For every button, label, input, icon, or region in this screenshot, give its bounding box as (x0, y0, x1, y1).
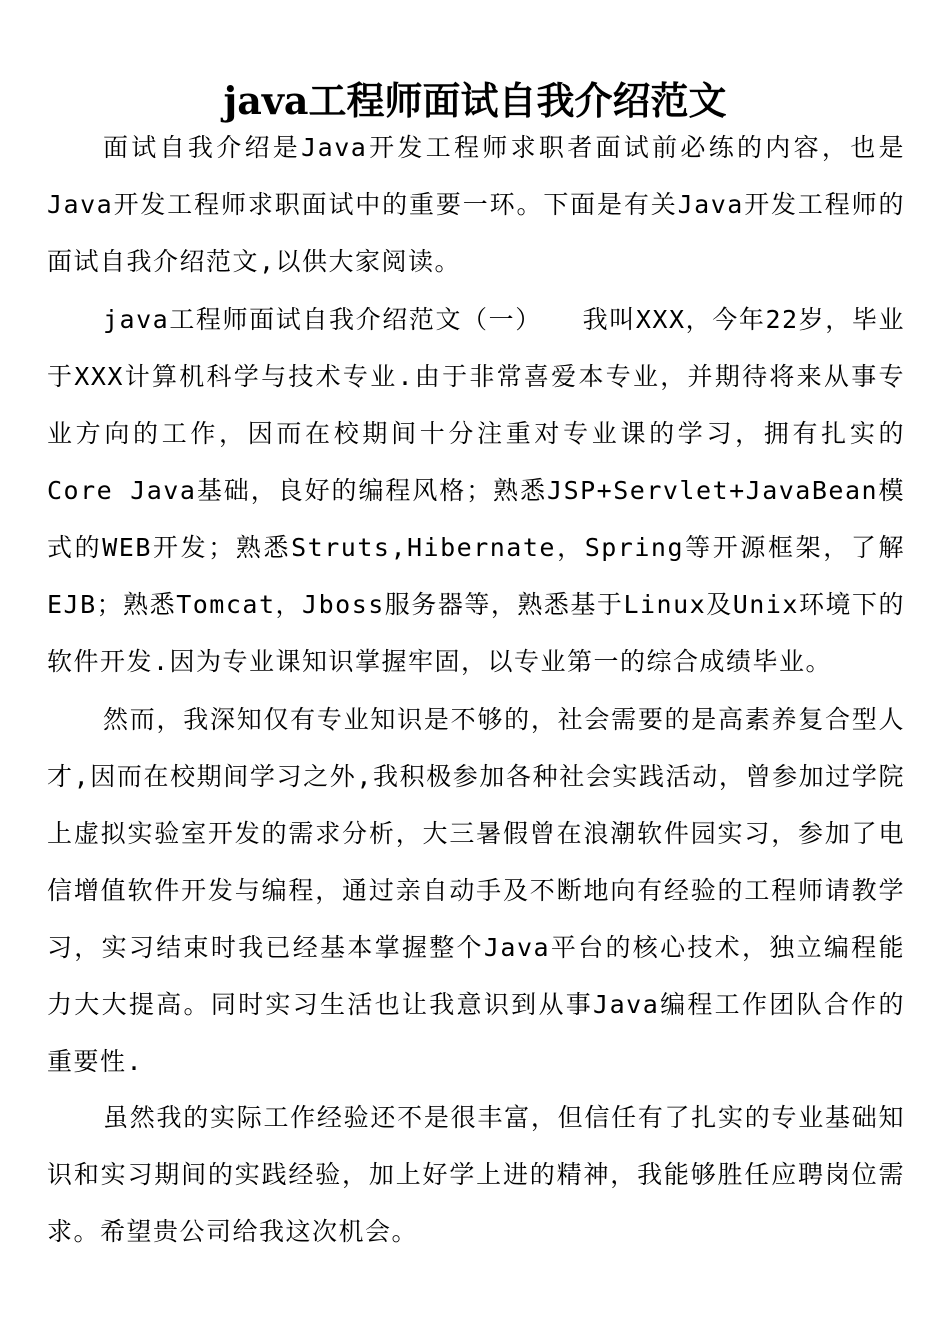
paragraph-practice: 然而，我深知仅有专业知识是不够的，社会需要的是高素养复合型人才,因而在校期间学习之外,我积极参加各种社会实践活动，曾参加过学院上虚拟实验室开发的需求分析，大三暑假曾在浪潮软件园实习，参加了电信增值软件开发与编程，通过亲自动手及不断地向有经验的工程师请教学习，实习结束时我已经基本掌握整个Java平台的核心技术，独立编程能力大大提高。同时实习生活也让我意识到从事Java编程工作团队合作的重要性. (47, 705, 905, 1076)
paragraph-intro: 面试自我介绍是Java开发工程师求职者面试前必练的内容，也是Java开发工程师求职面试中的重要一环。下面是有关Java开发工程师的面试自我介绍范文,以供大家阅读。 (47, 133, 905, 276)
paragraph-closing: 虽然我的实际工作经验还不是很丰富，但信任有了扎实的专业基础知识和实习期间的实践经验，加上好学上进的精神，我能够胜任应聘岗位需求。希望贵公司给我这次机会。 (47, 1103, 905, 1246)
document-title: java工程师面试自我介绍范文 (223, 78, 727, 124)
paragraph-sample-one: java工程师面试自我介绍范文（一） 我叫XXX，今年22岁，毕业于XXX计算机科学与技术专业.由于非常喜爱本专业，并期待将来从事专业方向的工作，因而在校期间十分注重对专业课的学习，拥有扎实的Core Java基础，良好的编程风格；熟悉JSP+Servlet+JavaBean模式的WEB开发；熟悉Struts,Hibernate，Spring等开源框架，了解EJB；熟悉Tomcat，Jboss服务器等，熟悉基于Linux及Unix环境下的软件开发.因为专业课知识掌握牢固，以专业第一的综合成绩毕业。 (47, 305, 905, 676)
